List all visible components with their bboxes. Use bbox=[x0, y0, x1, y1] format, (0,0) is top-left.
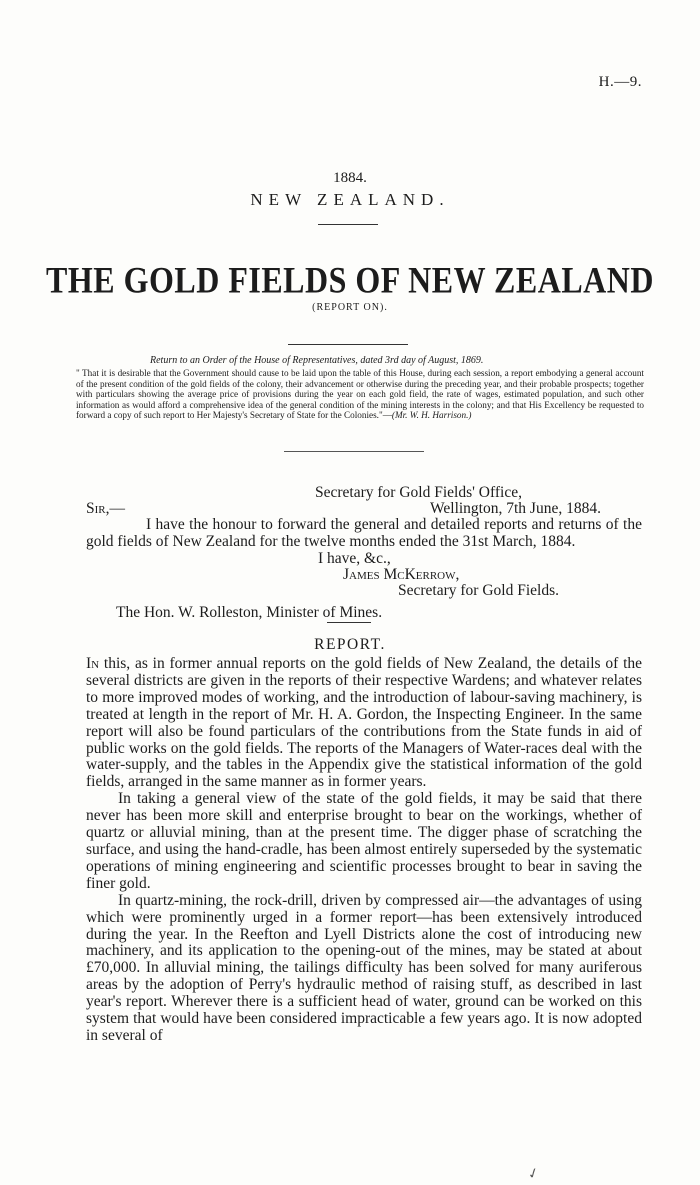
page-reference: H.—9. bbox=[598, 74, 642, 90]
order-return-line: Return to an Order of the House of Representatives, dated 3rd day of August, 1869. bbox=[150, 355, 484, 366]
order-quote bbox=[76, 368, 644, 421]
letter-body: I have the honour to forward the general and detailed reports and returns of the gold fields of New Zealand for the twelve months ended the 31st March, 1884. bbox=[86, 516, 642, 550]
letter-salutation: Sir,— bbox=[86, 500, 125, 517]
divider-rule bbox=[288, 344, 408, 345]
divider-rule bbox=[284, 451, 424, 452]
letter-signer-title: Secretary for Gold Fields. bbox=[398, 582, 559, 599]
report-heading: REPORT. bbox=[314, 636, 386, 653]
report-paragraph: In quartz-mining, the rock-drill, driven by compressed air—the advantages of using which were prominently urged in a former report—has been extensively introduced during the year. In the Reefton and Lyell Districts alone the cost of introducing new machinery, and its application to the opening-out of the mines, may be stated at about £70,000. In alluvial mining, the tailings difficulty has been solved for many auriferous areas by the adoption of Perry's hydraulic method of raising stuff, as described in last year's report. Wherever there is a sufficient head of water, ground can be worked on this system that would have been considered impracticable a few years ago. It is now adopted in several of bbox=[86, 891, 642, 1044]
page-title: THE GOLD FIELDS OF NEW ZEALAND bbox=[46, 259, 654, 301]
order-quote-source: (Mr. W. H. Harrison.) bbox=[391, 410, 472, 421]
letter-signer: James McKerrow, bbox=[343, 566, 460, 583]
report-year: 1884. bbox=[333, 170, 367, 186]
report-lead-word: In bbox=[86, 655, 100, 672]
report-body bbox=[86, 656, 642, 1045]
report-paragraph bbox=[86, 656, 642, 791]
letter-addressee: The Hon. W. Rolleston, Minister of Mines. bbox=[116, 604, 383, 621]
letter-date: Wellington, 7th June, 1884. bbox=[430, 500, 601, 517]
divider-rule bbox=[318, 224, 378, 225]
divider-rule bbox=[327, 622, 371, 623]
pencil-mark-icon: ✓ bbox=[525, 1165, 542, 1184]
page-subtitle: (REPORT ON). bbox=[312, 302, 388, 313]
order-quote-text: " That it is desirable that the Government should cause to be laid upon the table of this House, during each session, a report embodying a general account of the present condition of the gold fields of the colony, their advancement or otherwise during the preceding year, and their probable prospects; together with particulars showing the average price of provisions during the year on each gold field, the rate of wages, estimated population, and such other information as would afford a comprehensive idea of the general condition of the mining interests in the colony; and that His Excellency be requested to forward a copy of such report to Her Majesty's Secretary of State for the Colonies."— bbox=[76, 368, 644, 421]
report-paragraph: In taking a general view of the state of the gold fields, it may be said that there never has been more skill and enterprise brought to bear on the workings, whether of quartz or alluvial mining, than at the present time. The digger phase of scratching the surface, and using the hand-cradle, has been almost entirely superseded by the systematic operations of mining engineering and scientific processes brought to bear in saving the finer gold. bbox=[86, 790, 642, 892]
letter-closing: I have, &c., bbox=[318, 550, 391, 567]
country-heading: NEW ZEALAND. bbox=[250, 190, 450, 209]
report-paragraph-text: this, as in former annual reports on the gold fields of New Zealand, the details of the several districts are given in the reports of their respective Wardens; and whatever relates to more improved modes of working, and the introduction of labour-saving machinery, is treated at length in the report of Mr. H. A. Gordon, the Inspecting Engineer. In the same report will also be found particulars of the contributions from the State funds in aid of public works on the gold fields. The reports of the Managers of Water-races deal with the water-supply, and the tables in the Appendix give the statistical information of the gold fields, arranged in the same manner as in former years. bbox=[86, 655, 642, 791]
letter-office: Secretary for Gold Fields' Office, bbox=[315, 484, 522, 501]
